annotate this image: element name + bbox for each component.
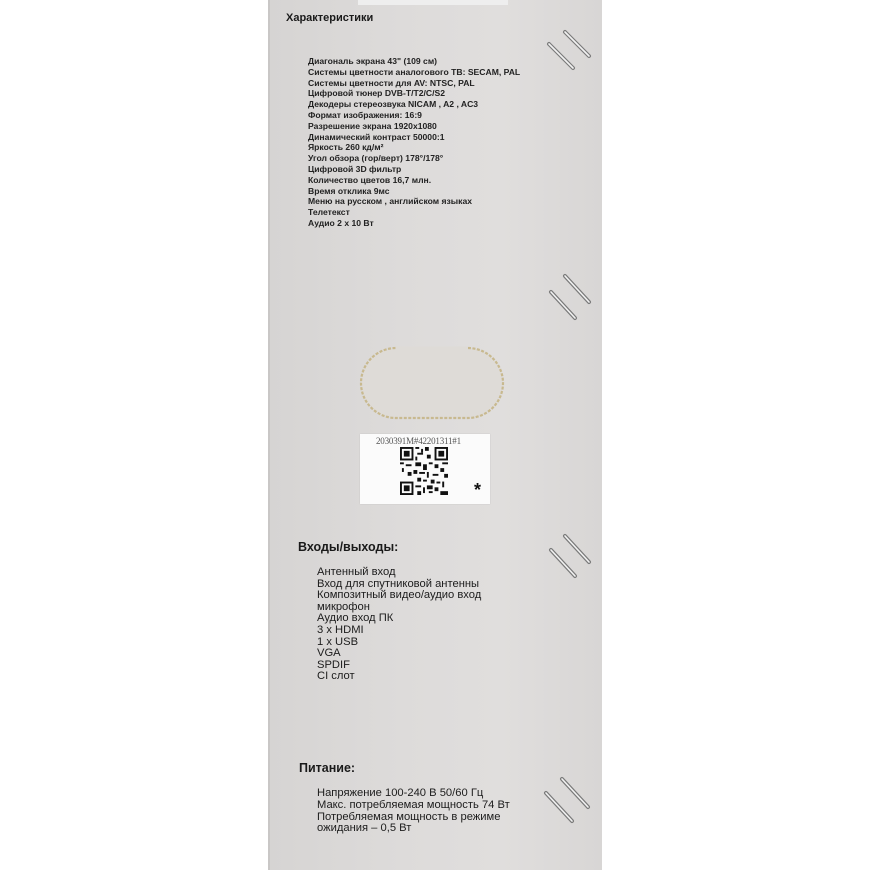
spec-item: Системы цветности аналогового ТВ: SECAM, PAL <box>308 66 521 77</box>
io-list <box>317 567 481 683</box>
power-item: Напряжение 100-240 В 50/60 Гц <box>317 787 484 799</box>
spec-item: Меню на русском , английском языках <box>308 196 473 207</box>
io-item: микрофон <box>317 600 370 613</box>
spec-item: Диагональ экрана 43" (109 см) <box>308 56 438 66</box>
label-code: 2030391M#42201311#1 <box>376 436 461 446</box>
staple-icon <box>545 272 597 322</box>
staple-icon <box>545 532 597 582</box>
io-item: SPDIF <box>317 658 350 671</box>
specs-list <box>308 56 548 229</box>
carry-handle-cutout <box>356 345 508 421</box>
spec-item: Аудио 2 x 10 Вт <box>308 217 374 228</box>
spec-item: Телетекст <box>308 207 350 218</box>
spec-item: Цифровой 3D фильтр <box>308 163 402 174</box>
io-item: CI слот <box>317 670 355 683</box>
io-item: 3 x HDMI <box>317 623 364 636</box>
specs-title: Характеристики <box>286 12 374 24</box>
io-item: Вход для спутниковой антенны <box>317 577 480 590</box>
spec-item: Динамический контраст 50000:1 <box>308 131 445 142</box>
staple-icon <box>545 28 597 76</box>
io-title: Входы/выходы: <box>298 540 399 554</box>
spec-item: Время отклика 9мс <box>308 185 390 196</box>
tape-strip <box>358 0 508 5</box>
asterisk-mark: * <box>474 480 482 500</box>
spec-item: Яркость 260 кд/м² <box>308 142 384 153</box>
io-item: VGA <box>317 647 341 660</box>
panel-edge <box>268 0 270 870</box>
power-item: Макс. потребляемая мощность 74 Вт <box>317 798 510 811</box>
io-item: Композитный видео/аудио вход <box>317 589 482 602</box>
spec-item: Угол обзора (гор/верт) 178°/178° <box>308 153 444 164</box>
qr-code-icon <box>400 447 448 495</box>
io-item: Аудио вход ПК <box>317 612 394 625</box>
power-item: Потребляемая мощность в режиме <box>317 810 501 823</box>
power-title: Питание: <box>299 761 356 775</box>
staple-icon <box>540 775 596 827</box>
spec-item: Декодеры стереозвука NICAM , A2 , AC3 <box>308 99 479 110</box>
power-item: ожидания – 0,5 Вт <box>317 822 412 835</box>
spec-item: Количество цветов 16,7 млн. <box>308 174 432 185</box>
power-list <box>317 788 510 835</box>
spec-item: Разрешение экрана 1920x1080 <box>308 120 437 131</box>
io-item: Антенный вход <box>317 566 396 578</box>
io-item: 1 x USB <box>317 635 359 648</box>
spec-item: Формат изображения: 16:9 <box>308 109 422 120</box>
spec-item: Цифровой тюнер DVB-T/T2/C/S2 <box>308 88 445 99</box>
spec-item: Системы цветности для AV: NTSC, PAL <box>308 77 475 88</box>
qr-label <box>360 434 490 504</box>
